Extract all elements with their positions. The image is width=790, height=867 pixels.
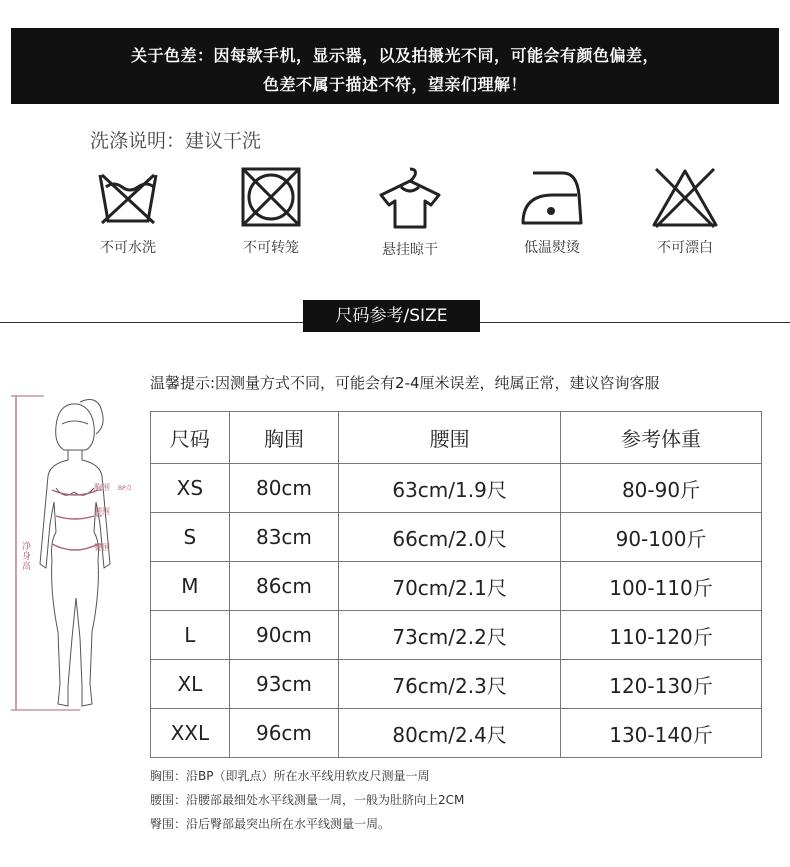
no-wash-icon [96, 165, 160, 229]
note-text: 沿后臀部最突出所在水平线测量一周。 [186, 817, 391, 831]
header-bust: 胸围 [229, 412, 338, 464]
table-row [151, 562, 762, 611]
no-bleach-icon [650, 165, 720, 229]
note-waist [150, 791, 464, 808]
header-waist: 腰围 [339, 412, 561, 464]
table-row [151, 611, 762, 660]
cell-waist: 63cm/1.9尺 [339, 464, 561, 513]
care-item-no-tumble [216, 165, 326, 257]
cell-bust: 96cm [229, 709, 338, 758]
cell-size: S [151, 513, 230, 562]
note-key: 臀围： [150, 817, 187, 831]
hip-label: 臀围 [94, 543, 110, 552]
cell-weight: 110-120斤 [561, 611, 762, 660]
bust-label: 胸围 [94, 483, 110, 492]
color-disclaimer-banner [11, 28, 779, 104]
banner-line-1: 关于色差：因每款手机，显示器，以及拍摄光不同，可能会有颜色偏差， [130, 46, 659, 65]
low-iron-icon [519, 165, 585, 229]
cell-bust: 80cm [229, 464, 338, 513]
note-text: 沿BP（即乳点）所在水平线用软皮尺测量一周 [186, 769, 430, 783]
care-label: 不可漂白 [657, 240, 713, 256]
care-item-low-iron [497, 165, 607, 257]
cell-weight: 120-130斤 [561, 660, 762, 709]
size-chart-table [150, 411, 762, 758]
height-label: 净身高 [22, 542, 32, 572]
cell-weight: 90-100斤 [561, 513, 762, 562]
divider-right [480, 322, 790, 323]
banner-line-2: 色差不属于描述不符，望亲们理解！ [262, 75, 527, 94]
body-measurement-figure [10, 392, 148, 722]
care-label: 悬挂晾干 [382, 242, 438, 258]
cell-waist: 76cm/2.3尺 [339, 660, 561, 709]
care-label: 不可转笼 [243, 240, 299, 256]
table-row [151, 709, 762, 758]
hang-dry-icon [375, 165, 445, 231]
note-key: 腰围： [150, 793, 187, 807]
table-row [151, 464, 762, 513]
cell-size: XS [151, 464, 230, 513]
care-item-hang-dry [355, 165, 465, 259]
header-weight: 参考体重 [561, 412, 762, 464]
cell-waist: 70cm/2.1尺 [339, 562, 561, 611]
cell-bust: 93cm [229, 660, 338, 709]
size-section-tag: 尺码参考/SIZE [303, 300, 480, 332]
bp-label: BP点 [118, 485, 132, 492]
cell-size: M [151, 562, 230, 611]
divider-left [0, 322, 303, 323]
note-text: 沿腰部最细处水平线测量一周，一般为肚脐向上2CM [186, 793, 465, 807]
no-tumble-dry-icon [239, 165, 303, 229]
cell-weight: 130-140斤 [561, 709, 762, 758]
cell-size: L [151, 611, 230, 660]
care-instructions-title: 洗涤说明：建议干洗 [90, 130, 262, 152]
table-row [151, 513, 762, 562]
cell-size: XL [151, 660, 230, 709]
waist-label: 腰围 [94, 507, 110, 516]
table-row [151, 660, 762, 709]
measurement-tip: 温馨提示:因测量方式不同，可能会有2-4厘米误差，纯属正常，建议咨询客服 [150, 374, 660, 392]
cell-waist: 73cm/2.2尺 [339, 611, 561, 660]
table-header-row [151, 412, 762, 464]
care-label: 不可水洗 [100, 240, 156, 256]
header-size: 尺码 [151, 412, 230, 464]
cell-bust: 83cm [229, 513, 338, 562]
cell-bust: 90cm [229, 611, 338, 660]
cell-weight: 100-110斤 [561, 562, 762, 611]
cell-waist: 80cm/2.4尺 [339, 709, 561, 758]
cell-weight: 80-90斤 [561, 464, 762, 513]
note-hip [150, 815, 390, 832]
note-key: 胸围： [150, 769, 187, 783]
note-bust [150, 767, 430, 784]
care-label: 低温熨烫 [524, 240, 580, 256]
care-item-no-wash [73, 165, 183, 257]
cell-bust: 86cm [229, 562, 338, 611]
cell-waist: 66cm/2.0尺 [339, 513, 561, 562]
cell-size: XXL [151, 709, 230, 758]
care-item-no-bleach [630, 165, 740, 257]
